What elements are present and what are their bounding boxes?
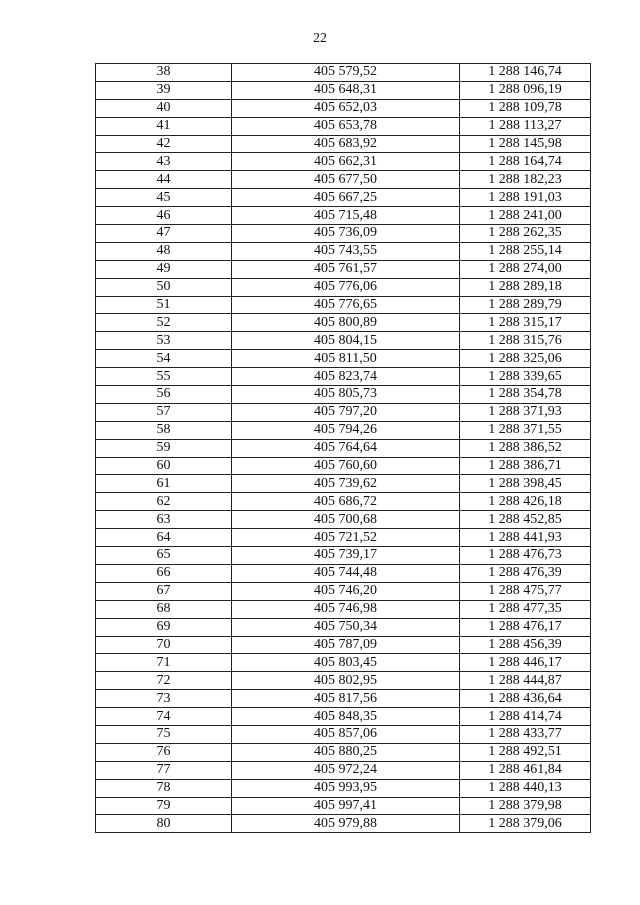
y-coordinate-cell: 1 288 476,39	[460, 564, 591, 582]
point-number-cell: 62	[96, 493, 232, 511]
table-row	[96, 708, 591, 726]
table-row	[96, 314, 591, 332]
y-coordinate-cell: 1 288 289,18	[460, 278, 591, 296]
table-row	[96, 207, 591, 225]
x-coordinate-cell: 405 700,68	[232, 511, 460, 529]
point-number-cell: 61	[96, 475, 232, 493]
y-coordinate-cell: 1 288 452,85	[460, 511, 591, 529]
table-row	[96, 779, 591, 797]
table-row	[96, 493, 591, 511]
point-number-cell: 80	[96, 815, 232, 833]
table-row	[96, 582, 591, 600]
point-number-cell: 69	[96, 618, 232, 636]
x-coordinate-cell: 405 993,95	[232, 779, 460, 797]
y-coordinate-cell: 1 288 386,71	[460, 457, 591, 475]
table-row	[96, 117, 591, 135]
y-coordinate-cell: 1 288 096,19	[460, 81, 591, 99]
x-coordinate-cell: 405 857,06	[232, 725, 460, 743]
y-coordinate-cell: 1 288 386,52	[460, 439, 591, 457]
table-row	[96, 386, 591, 404]
table-row	[96, 403, 591, 421]
point-number-cell: 73	[96, 690, 232, 708]
table-row	[96, 457, 591, 475]
point-number-cell: 40	[96, 99, 232, 117]
table-row	[96, 153, 591, 171]
table-row	[96, 189, 591, 207]
y-coordinate-cell: 1 288 255,14	[460, 242, 591, 260]
y-coordinate-cell: 1 288 461,84	[460, 761, 591, 779]
point-number-cell: 68	[96, 600, 232, 618]
x-coordinate-cell: 405 979,88	[232, 815, 460, 833]
x-coordinate-cell: 405 744,48	[232, 564, 460, 582]
table-row	[96, 761, 591, 779]
y-coordinate-cell: 1 288 436,64	[460, 690, 591, 708]
x-coordinate-cell: 405 739,17	[232, 547, 460, 565]
y-coordinate-cell: 1 288 191,03	[460, 189, 591, 207]
point-number-cell: 42	[96, 135, 232, 153]
point-number-cell: 56	[96, 386, 232, 404]
table-row	[96, 421, 591, 439]
table-row	[96, 815, 591, 833]
point-number-cell: 58	[96, 421, 232, 439]
point-number-cell: 64	[96, 529, 232, 547]
point-number-cell: 78	[96, 779, 232, 797]
x-coordinate-cell: 405 746,20	[232, 582, 460, 600]
y-coordinate-cell: 1 288 426,18	[460, 493, 591, 511]
y-coordinate-cell: 1 288 446,17	[460, 654, 591, 672]
point-number-cell: 41	[96, 117, 232, 135]
y-coordinate-cell: 1 288 433,77	[460, 725, 591, 743]
point-number-cell: 57	[96, 403, 232, 421]
x-coordinate-cell: 405 848,35	[232, 708, 460, 726]
y-coordinate-cell: 1 288 441,93	[460, 529, 591, 547]
table-row	[96, 332, 591, 350]
x-coordinate-cell: 405 817,56	[232, 690, 460, 708]
y-coordinate-cell: 1 288 339,65	[460, 368, 591, 386]
x-coordinate-cell: 405 794,26	[232, 421, 460, 439]
x-coordinate-cell: 405 721,52	[232, 529, 460, 547]
table-row	[96, 529, 591, 547]
page-number: 22	[313, 31, 327, 46]
x-coordinate-cell: 405 764,64	[232, 439, 460, 457]
x-coordinate-cell: 405 662,31	[232, 153, 460, 171]
x-coordinate-cell: 405 667,25	[232, 189, 460, 207]
x-coordinate-cell: 405 746,98	[232, 600, 460, 618]
x-coordinate-cell: 405 677,50	[232, 171, 460, 189]
table-row	[96, 439, 591, 457]
table-row	[96, 600, 591, 618]
point-number-cell: 72	[96, 672, 232, 690]
x-coordinate-cell: 405 739,62	[232, 475, 460, 493]
x-coordinate-cell: 405 760,60	[232, 457, 460, 475]
y-coordinate-cell: 1 288 145,98	[460, 135, 591, 153]
point-number-cell: 50	[96, 278, 232, 296]
table-row	[96, 242, 591, 260]
x-coordinate-cell: 405 800,89	[232, 314, 460, 332]
y-coordinate-cell: 1 288 113,27	[460, 117, 591, 135]
y-coordinate-cell: 1 288 315,17	[460, 314, 591, 332]
point-number-cell: 74	[96, 708, 232, 726]
x-coordinate-cell: 405 776,06	[232, 278, 460, 296]
table-row	[96, 81, 591, 99]
y-coordinate-cell: 1 288 379,98	[460, 797, 591, 815]
x-coordinate-cell: 405 805,73	[232, 386, 460, 404]
y-coordinate-cell: 1 288 262,35	[460, 225, 591, 243]
table-row	[96, 260, 591, 278]
point-number-cell: 66	[96, 564, 232, 582]
y-coordinate-cell: 1 288 315,76	[460, 332, 591, 350]
point-number-cell: 76	[96, 743, 232, 761]
table-row	[96, 64, 591, 82]
point-number-cell: 45	[96, 189, 232, 207]
x-coordinate-cell: 405 804,15	[232, 332, 460, 350]
point-number-cell: 48	[96, 242, 232, 260]
table-row	[96, 225, 591, 243]
table-row	[96, 368, 591, 386]
table-row	[96, 654, 591, 672]
y-coordinate-cell: 1 288 325,06	[460, 350, 591, 368]
y-coordinate-cell: 1 288 289,79	[460, 296, 591, 314]
x-coordinate-cell: 405 686,72	[232, 493, 460, 511]
y-coordinate-cell: 1 288 477,35	[460, 600, 591, 618]
x-coordinate-cell: 405 761,57	[232, 260, 460, 278]
y-coordinate-cell: 1 288 354,78	[460, 386, 591, 404]
x-coordinate-cell: 405 997,41	[232, 797, 460, 815]
table-row	[96, 135, 591, 153]
table-row	[96, 618, 591, 636]
point-number-cell: 63	[96, 511, 232, 529]
y-coordinate-cell: 1 288 371,93	[460, 403, 591, 421]
x-coordinate-cell: 405 802,95	[232, 672, 460, 690]
table-row	[96, 475, 591, 493]
y-coordinate-cell: 1 288 109,78	[460, 99, 591, 117]
y-coordinate-cell: 1 288 475,77	[460, 582, 591, 600]
point-number-cell: 39	[96, 81, 232, 99]
x-coordinate-cell: 405 715,48	[232, 207, 460, 225]
x-coordinate-cell: 405 972,24	[232, 761, 460, 779]
point-number-cell: 65	[96, 547, 232, 565]
table-row	[96, 278, 591, 296]
point-number-cell: 47	[96, 225, 232, 243]
point-number-cell: 51	[96, 296, 232, 314]
point-number-cell: 77	[96, 761, 232, 779]
table-row	[96, 511, 591, 529]
x-coordinate-cell: 405 797,20	[232, 403, 460, 421]
table-row	[96, 672, 591, 690]
point-number-cell: 38	[96, 64, 232, 82]
table-row	[96, 725, 591, 743]
table-row	[96, 547, 591, 565]
x-coordinate-cell: 405 648,31	[232, 81, 460, 99]
point-number-cell: 44	[96, 171, 232, 189]
x-coordinate-cell: 405 787,09	[232, 636, 460, 654]
table-row	[96, 99, 591, 117]
x-coordinate-cell: 405 652,03	[232, 99, 460, 117]
y-coordinate-cell: 1 288 182,23	[460, 171, 591, 189]
y-coordinate-cell: 1 288 146,74	[460, 64, 591, 82]
point-number-cell: 55	[96, 368, 232, 386]
y-coordinate-cell: 1 288 440,13	[460, 779, 591, 797]
y-coordinate-cell: 1 288 492,51	[460, 743, 591, 761]
table-row	[96, 171, 591, 189]
point-number-cell: 70	[96, 636, 232, 654]
y-coordinate-cell: 1 288 456,39	[460, 636, 591, 654]
x-coordinate-cell: 405 880,25	[232, 743, 460, 761]
coordinates-table-body	[96, 64, 591, 833]
y-coordinate-cell: 1 288 444,87	[460, 672, 591, 690]
x-coordinate-cell: 405 579,52	[232, 64, 460, 82]
x-coordinate-cell: 405 653,78	[232, 117, 460, 135]
point-number-cell: 71	[96, 654, 232, 672]
point-number-cell: 43	[96, 153, 232, 171]
x-coordinate-cell: 405 743,55	[232, 242, 460, 260]
y-coordinate-cell: 1 288 379,06	[460, 815, 591, 833]
y-coordinate-cell: 1 288 241,00	[460, 207, 591, 225]
table-row	[96, 564, 591, 582]
point-number-cell: 52	[96, 314, 232, 332]
point-number-cell: 49	[96, 260, 232, 278]
y-coordinate-cell: 1 288 476,73	[460, 547, 591, 565]
x-coordinate-cell: 405 811,50	[232, 350, 460, 368]
table-row	[96, 636, 591, 654]
table-row	[96, 743, 591, 761]
y-coordinate-cell: 1 288 274,00	[460, 260, 591, 278]
table-row	[96, 797, 591, 815]
table-row	[96, 350, 591, 368]
point-number-cell: 67	[96, 582, 232, 600]
point-number-cell: 79	[96, 797, 232, 815]
point-number-cell: 59	[96, 439, 232, 457]
y-coordinate-cell: 1 288 398,45	[460, 475, 591, 493]
x-coordinate-cell: 405 803,45	[232, 654, 460, 672]
table-row	[96, 296, 591, 314]
x-coordinate-cell: 405 776,65	[232, 296, 460, 314]
table-row	[96, 690, 591, 708]
point-number-cell: 75	[96, 725, 232, 743]
x-coordinate-cell: 405 736,09	[232, 225, 460, 243]
y-coordinate-cell: 1 288 414,74	[460, 708, 591, 726]
point-number-cell: 46	[96, 207, 232, 225]
y-coordinate-cell: 1 288 164,74	[460, 153, 591, 171]
point-number-cell: 54	[96, 350, 232, 368]
point-number-cell: 60	[96, 457, 232, 475]
point-number-cell: 53	[96, 332, 232, 350]
x-coordinate-cell: 405 750,34	[232, 618, 460, 636]
x-coordinate-cell: 405 823,74	[232, 368, 460, 386]
coordinates-table	[95, 63, 591, 833]
x-coordinate-cell: 405 683,92	[232, 135, 460, 153]
y-coordinate-cell: 1 288 371,55	[460, 421, 591, 439]
y-coordinate-cell: 1 288 476,17	[460, 618, 591, 636]
